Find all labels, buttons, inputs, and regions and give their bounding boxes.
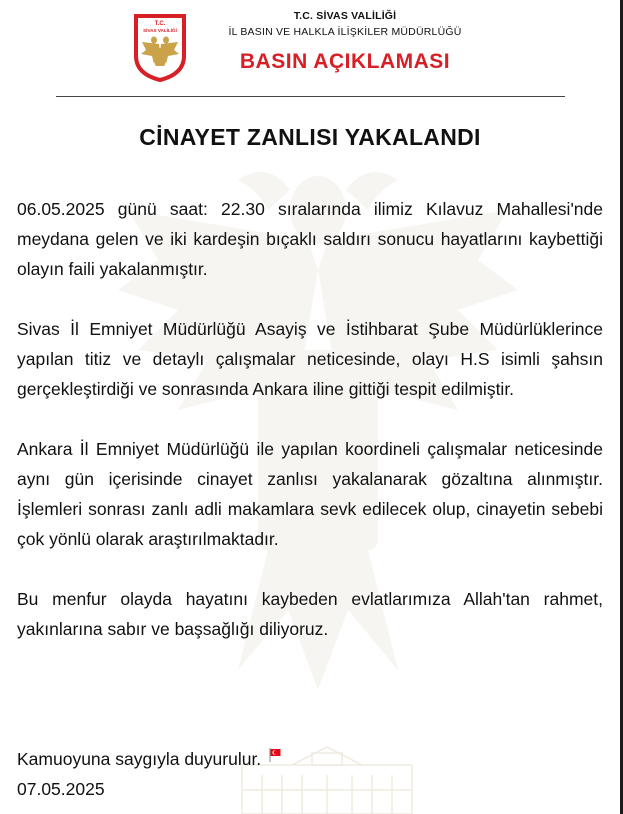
document-title: CİNAYET ZANLISI YAKALANDI [139, 124, 481, 150]
sivas-governorate-emblem-icon [132, 12, 188, 82]
svg-text:T.C.: T.C. [154, 21, 166, 27]
turkish-flag-icon [269, 748, 281, 762]
letterhead [0, 0, 620, 100]
paragraph-4: Bu menfur olayda hayatını kaybeden evlatlarımıza Allah'tan rahmet, yakınlarına sabır ve başsağlığı diliyoruz. [17, 589, 603, 639]
paragraph-2: Sivas İl Emniyet Müdürlüğü Asayiş ve İstihbarat Şube Müdürlüklerince yapılan titiz ve detaylı çalışmalar neticesinde, olayı H.S isimli şahsın gerçekleştirdiği ve sonrasında Ankara iline gittiği tespit edilmiştir. [17, 319, 603, 399]
closing-text: Kamuoyuna saygıyla duyurulur. [17, 749, 262, 769]
document-date: 07.05.2025 [17, 779, 105, 799]
document-body [17, 194, 603, 674]
closing-block [17, 744, 417, 804]
paragraph-1: 06.05.2025 günü saat: 22.30 sıralarında ilimiz Kılavuz Mahallesi'nde meydana gelen ve iki kardeşin bıçaklı saldırı sonucu hayatlarını kaybettiği olayın faili yakalanmıştır. [17, 199, 603, 279]
closing-line [17, 744, 417, 774]
press-release-heading: BASIN AÇIKLAMASI [239, 50, 451, 73]
paragraph-3: Ankara İl Emniyet Müdürlüğü ile yapılan koordineli çalışmalar neticesinde aynı gün içerisinde cinayet zanlısı yakalanarak gözaltına alınmıştır. İşlemleri sonrası zanlı adli makamlara sevk edilecek olup, cinayetin sebebi çok yönlü olarak araştırılmaktadır. [17, 439, 603, 549]
svg-text:SİVAS VALİLİĞİ: SİVAS VALİLİĞİ [143, 28, 177, 33]
letterhead-line-2: İL BASIN VE HALKLA İLİŞKİLER MÜDÜRLÜĞÜ [228, 26, 462, 38]
header-divider [56, 96, 565, 97]
letterhead-line-1: T.C. SİVAS VALİLİĞİ [293, 10, 397, 22]
